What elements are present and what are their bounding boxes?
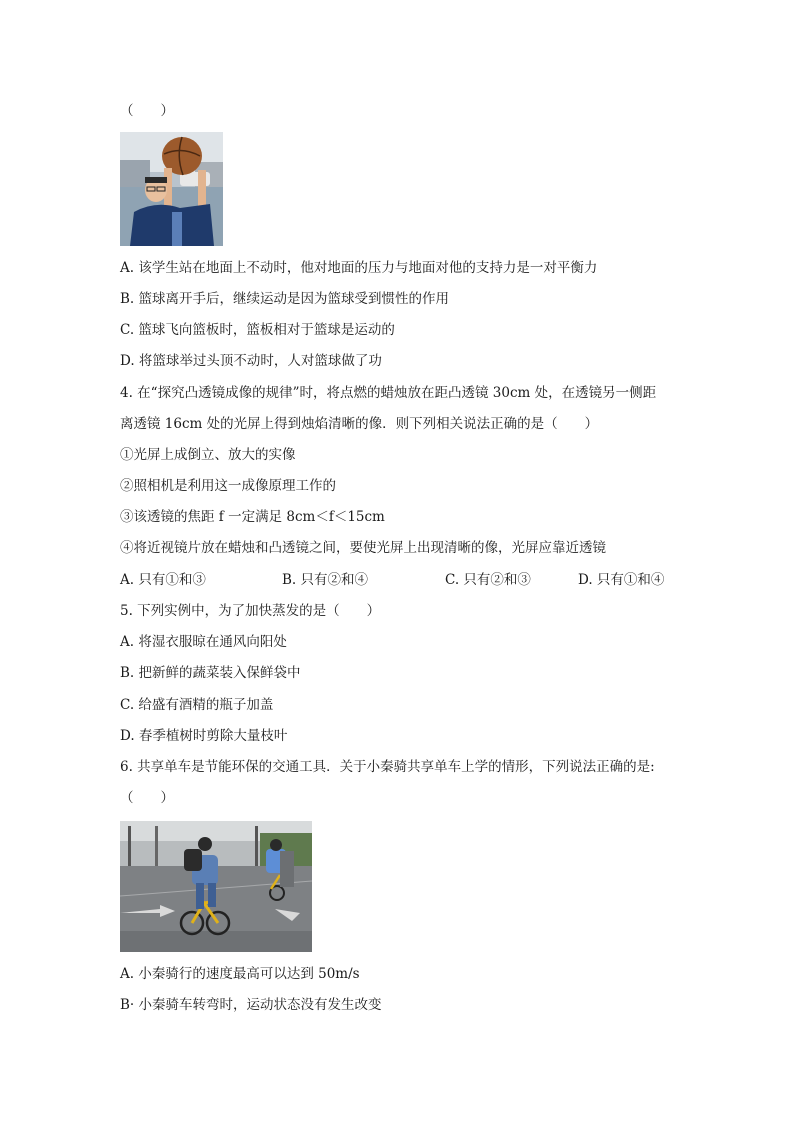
q3-option-b: B. 篮球离开手后，继续运动是因为篮球受到惯性的作用 xyxy=(120,291,450,307)
q3-option-c: C. 篮球飞向篮板时，篮板相对于篮球是运动的 xyxy=(120,322,395,338)
q5-option-b: B. 把新鲜的蔬菜装入保鲜袋中 xyxy=(120,665,301,681)
q5-stem: 5. 下列实例中，为了加快蒸发的是（ ） xyxy=(120,603,381,619)
q4-stem-line1: 4. 在“探究凸透镜成像的规律”时，将点燃的蜡烛放在距凸透镜 30cm 处，在透镜另一侧距 xyxy=(120,385,657,401)
q3-option-a: A. 该学生站在地面上不动时，他对地面的压力与地面对他的支持力是一对平衡力 xyxy=(120,260,598,276)
bicycle-rider-photo-icon xyxy=(120,821,312,952)
q6-option-b: B· 小秦骑车转弯时，运动状态没有发生改变 xyxy=(120,997,382,1013)
q6-stem-line2: （ ） xyxy=(120,790,174,806)
q4-statement-3: ③该透镜的焦距 f 一定满足 8cm＜f＜15cm xyxy=(120,509,385,525)
q4-option-b: B. 只有②和④ xyxy=(282,572,369,588)
q6-option-a: A. 小秦骑行的速度最高可以达到 50m/s xyxy=(120,966,360,982)
q5-option-c: C. 给盛有酒精的瓶子加盖 xyxy=(120,697,274,713)
q5-option-d: D. 春季植树时剪除大量枝叶 xyxy=(120,728,288,744)
q5-option-a: A. 将湿衣服晾在通风向阳处 xyxy=(120,634,287,650)
q4-stem-line2: 离透镜 16cm 处的光屏上得到烛焰清晰的像．则下列相关说法正确的是（ ） xyxy=(120,416,599,432)
q4-option-a: A. 只有①和③ xyxy=(120,572,206,588)
q3-stem-tail: （ ） xyxy=(120,103,174,119)
q4-option-c: C. 只有②和③ xyxy=(445,572,531,588)
q4-statement-1: ①光屏上成倒立、放大的实像 xyxy=(120,447,296,463)
q4-statement-4: ④将近视镜片放在蜡烛和凸透镜之间，要使光屏上出现清晰的像，光屏应靠近透镜 xyxy=(120,540,606,556)
q4-statement-2: ②照相机是利用这一成像原理工作的 xyxy=(120,478,336,494)
q3-option-d: D. 将篮球举过头顶不动时，人对篮球做了功 xyxy=(120,353,382,369)
q6-stem-line1: 6. 共享单车是节能环保的交通工具．关于小秦骑共享单车上学的情形，下列说法正确的是: xyxy=(120,759,655,775)
q4-option-d: D. 只有①和④ xyxy=(578,572,665,588)
basketball-player-photo-icon xyxy=(120,132,223,246)
